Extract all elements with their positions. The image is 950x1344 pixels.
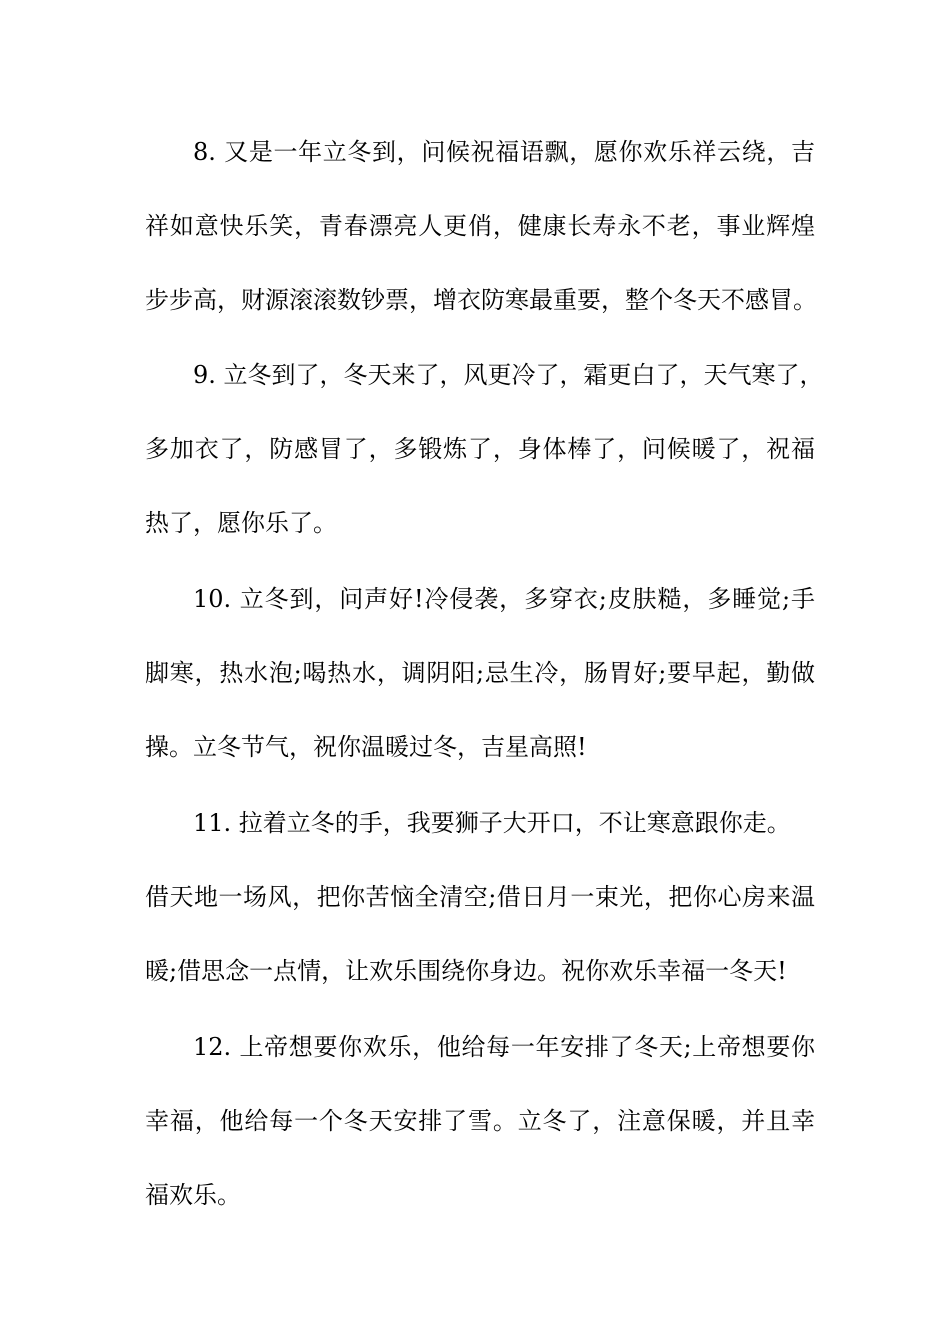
paragraph-12-line-2: 幸福，他给每一个冬天安排了雪。立冬了，注意保暖，并且幸 (145, 1107, 815, 1135)
paragraph-11-line-1: 11. 拉着立冬的手，我要狮子大开口，不让寒意跟你走。 (193, 809, 791, 837)
paragraph-12-line-1: 12. 上帝想要你欢乐，他给每一年安排了冬天;上帝想要你 (193, 1033, 815, 1061)
paragraph-8-line-1: 8. 又是一年立冬到，问候祝福语飘，愿你欢乐祥云绕，吉 (193, 138, 815, 166)
paragraph-10-line-1: 10. 立冬到，问声好!冷侵袭，多穿衣;皮肤糙，多睡觉;手 (193, 585, 815, 613)
paragraph-9-line-3: 热了，愿你乐了。 (145, 509, 337, 537)
paragraph-9-line-2: 多加衣了，防感冒了，多锻炼了，身体棒了，问候暖了，祝福 (145, 435, 815, 463)
paragraph-11-line-2: 借天地一场风，把你苦恼全清空;借日月一束光，把你心房来温 (145, 883, 815, 911)
paragraph-12-line-3: 福欢乐。 (145, 1181, 241, 1209)
paragraph-11-line-3: 暖;借思念一点情，让欢乐围绕你身边。祝你欢乐幸福一冬天! (145, 957, 787, 985)
paragraph-8-line-2: 祥如意快乐笑，青春漂亮人更俏，健康长寿永不老，事业辉煌 (145, 212, 815, 240)
paragraph-9-line-1: 9. 立冬到了，冬天来了，风更冷了，霜更白了，天气寒了， (193, 361, 824, 389)
paragraph-10-line-3: 操。立冬节气，祝你温暖过冬，吉星高照! (145, 733, 587, 761)
paragraph-10-line-2: 脚寒，热水泡;喝热水，调阴阳;忌生冷，肠胃好;要早起，勤做 (145, 659, 815, 687)
paragraph-8-line-3: 步步高，财源滚滚数钞票，增衣防寒最重要，整个冬天不感冒。 (145, 286, 817, 314)
